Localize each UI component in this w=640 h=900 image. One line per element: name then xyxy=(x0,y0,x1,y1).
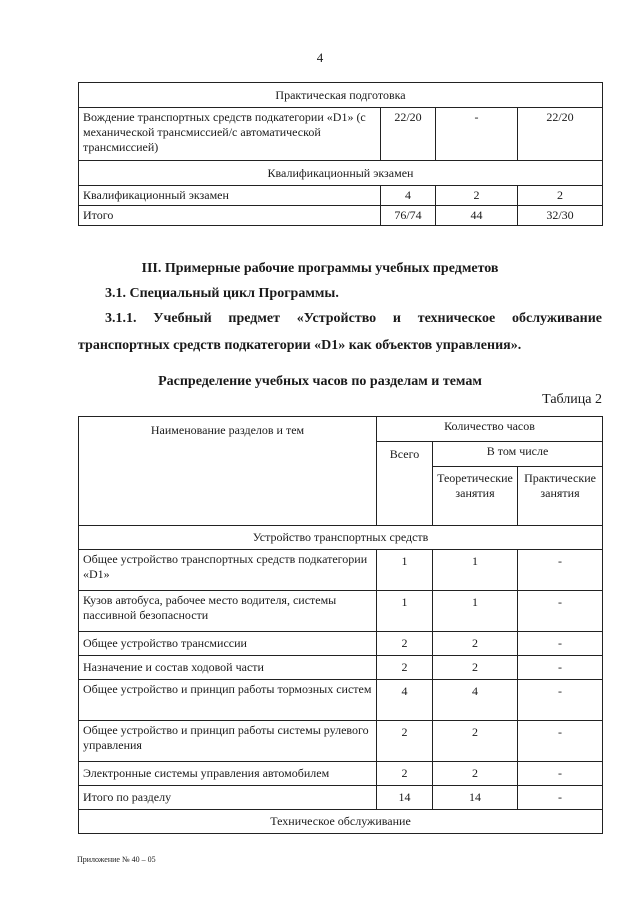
row-total: 2 xyxy=(377,632,433,656)
row-total: 2 xyxy=(377,721,433,762)
row-practice: - xyxy=(518,591,603,632)
table-title: Распределение учебных часов по разделам и темам xyxy=(158,374,482,389)
hours-summary-table xyxy=(78,82,603,226)
row-theory: 44 xyxy=(436,206,518,226)
header-total: Всего xyxy=(377,442,433,526)
subject-heading: 3.1.1. Учебный предмет «Устройство и техническое обслуживание транспортных средств подкатегории «D1» как объектов управления». xyxy=(78,311,602,353)
section-heading: III. Примерные рабочие программы учебных предметов xyxy=(141,261,499,276)
page-number: 4 xyxy=(316,50,324,65)
row-theory: 1 xyxy=(433,591,518,632)
row-name: Кузов автобуса, рабочее место водителя, системы пассивной безопасности xyxy=(79,591,377,632)
table-row xyxy=(79,550,603,591)
table-row xyxy=(79,786,603,810)
row-total: 4 xyxy=(381,186,436,206)
section-row-exam: Квалификационный экзамен xyxy=(79,161,603,186)
row-name: Общее устройство и принцип работы системы рулевого управления xyxy=(79,721,377,762)
header-name: Наименование разделов и тем xyxy=(79,417,377,526)
hours-distribution-table xyxy=(78,416,603,834)
row-total: 4 xyxy=(377,680,433,721)
table-row xyxy=(79,632,603,656)
row-practice: - xyxy=(518,632,603,656)
section-row-devices: Устройство транспортных средств xyxy=(79,526,603,550)
table-row xyxy=(79,206,603,226)
header-theory: Теоретические занятия xyxy=(433,467,518,526)
table-row xyxy=(79,108,603,161)
row-practice: - xyxy=(518,721,603,762)
row-theory: 2 xyxy=(436,186,518,206)
row-total: 1 xyxy=(377,550,433,591)
table-row xyxy=(79,680,603,721)
row-total: 14 xyxy=(377,786,433,810)
row-practice: - xyxy=(518,680,603,721)
row-total: 2 xyxy=(377,656,433,680)
row-name: Общее устройство транспортных средств подкатегории «D1» xyxy=(79,550,377,591)
section-row-practical: Практическая подготовка xyxy=(79,83,603,108)
row-theory: 4 xyxy=(433,680,518,721)
row-practice: - xyxy=(518,656,603,680)
table-row xyxy=(79,762,603,786)
table-row xyxy=(79,656,603,680)
row-theory: 2 xyxy=(433,656,518,680)
row-practice: 22/20 xyxy=(518,108,603,161)
row-theory: 2 xyxy=(433,721,518,762)
row-name: Общее устройство трансмиссии xyxy=(79,632,377,656)
row-practice: - xyxy=(518,762,603,786)
row-name: Общее устройство и принцип работы тормозных систем xyxy=(79,680,377,721)
row-total: 76/74 xyxy=(381,206,436,226)
row-theory: 2 xyxy=(433,762,518,786)
row-practice: - xyxy=(518,550,603,591)
subsection-heading: 3.1. Специальный цикл Программы. xyxy=(105,286,339,301)
table-row xyxy=(79,186,603,206)
row-name: Итого по разделу xyxy=(79,786,377,810)
row-theory: - xyxy=(436,108,518,161)
row-theory: 14 xyxy=(433,786,518,810)
row-name: Назначение и состав ходовой части xyxy=(79,656,377,680)
row-name: Итого xyxy=(79,206,381,226)
section-row-maintenance: Техническое обслуживание xyxy=(79,810,603,834)
row-practice: 2 xyxy=(518,186,603,206)
row-theory: 1 xyxy=(433,550,518,591)
row-total: 2 xyxy=(377,762,433,786)
row-name: Электронные системы управления автомобилем xyxy=(79,762,377,786)
row-total: 1 xyxy=(377,591,433,632)
row-name: Квалификационный экзамен xyxy=(79,186,381,206)
table-row xyxy=(79,721,603,762)
row-practice: - xyxy=(518,786,603,810)
header-including: В том числе xyxy=(433,442,603,467)
header-practice: Практические занятия xyxy=(518,467,603,526)
row-name: Вождение транспортных средств подкатегории «D1» (с механической трансмиссией/с автоматической трансмиссией) xyxy=(79,108,381,161)
row-practice: 32/30 xyxy=(518,206,603,226)
row-theory: 2 xyxy=(433,632,518,656)
table-row xyxy=(79,591,603,632)
footer-note: Приложение № 40 – 05 xyxy=(77,855,156,864)
row-total: 22/20 xyxy=(381,108,436,161)
header-hours: Количество часов xyxy=(377,417,603,442)
table-label: Таблица 2 xyxy=(542,392,602,407)
